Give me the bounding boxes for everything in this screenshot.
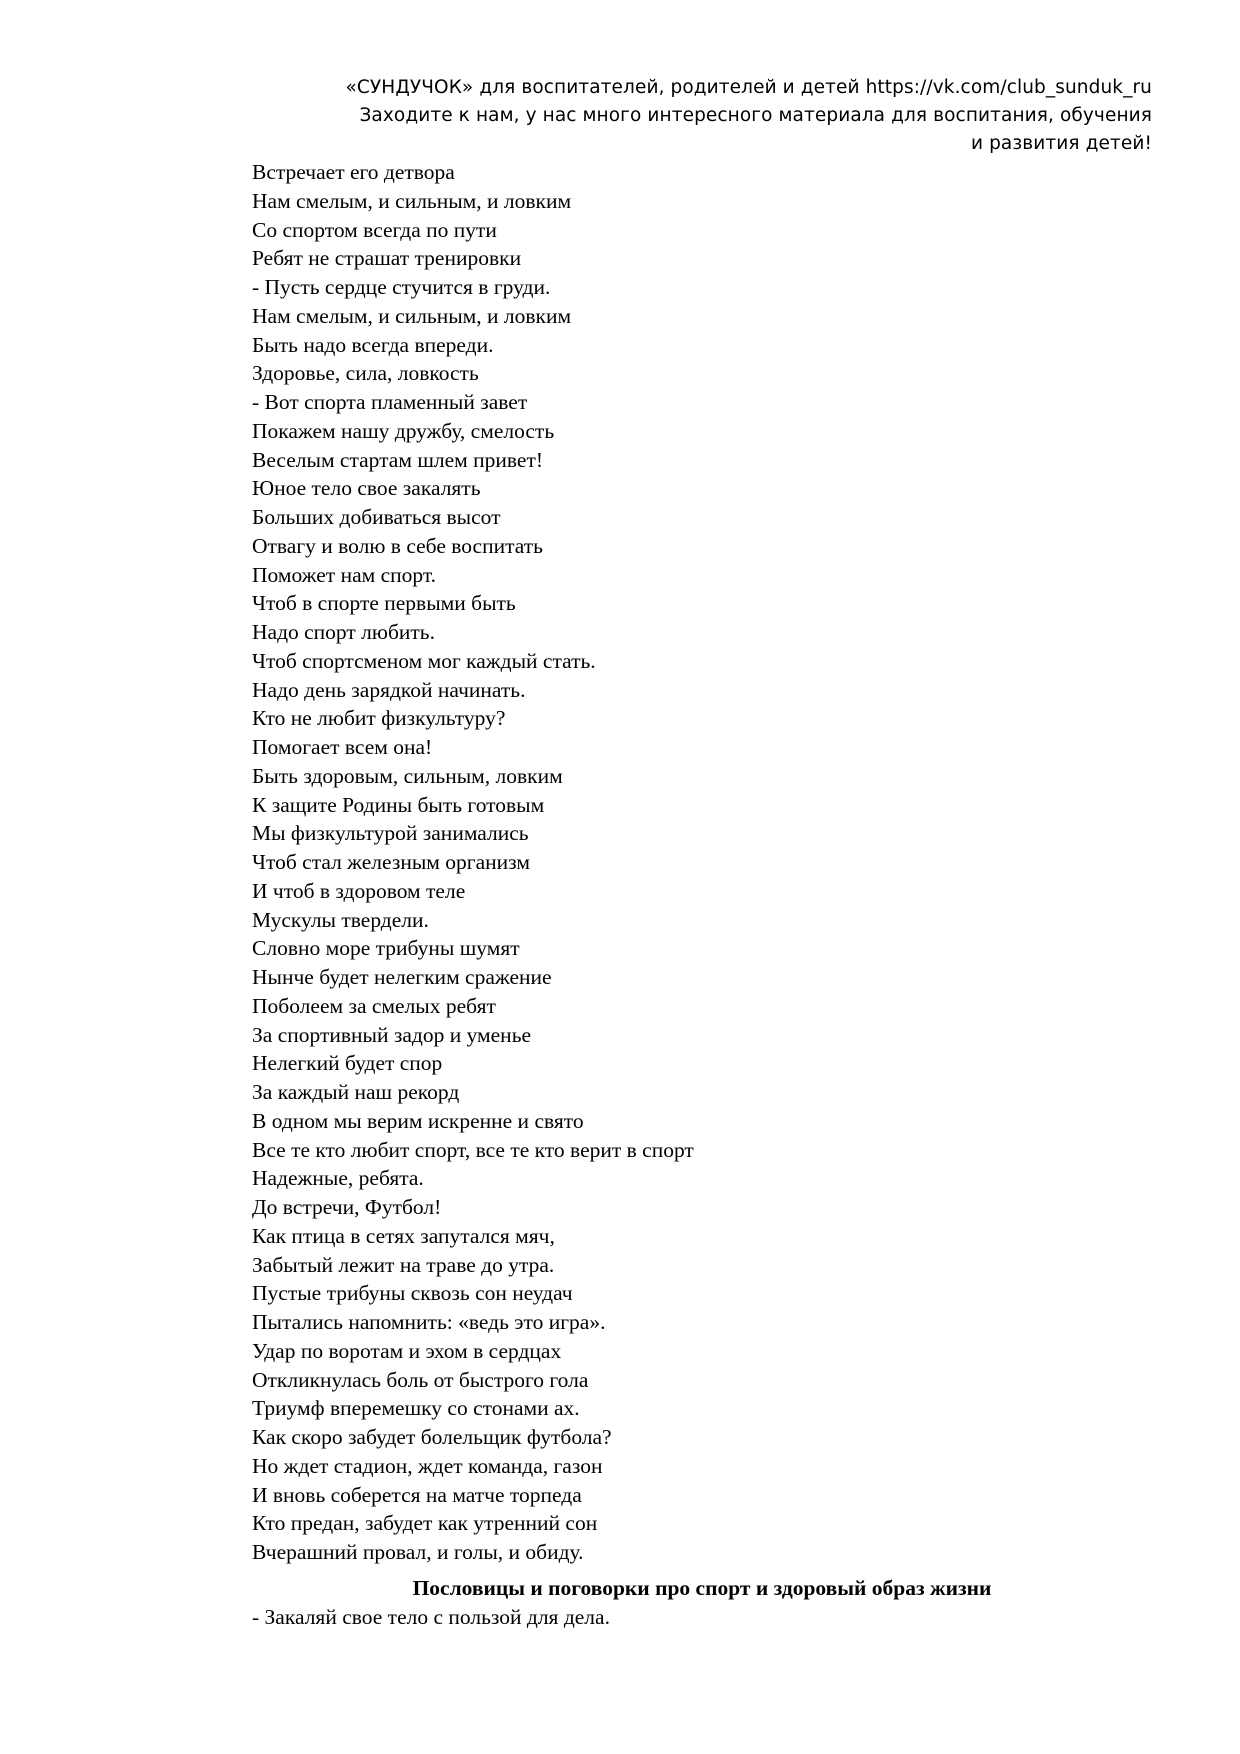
poem-line: Мы физкультурой занимались bbox=[252, 821, 529, 846]
poem-line: - Вот спорта пламенный завет bbox=[252, 390, 528, 414]
poem-line: За спортивный задор и уменье bbox=[252, 1022, 532, 1047]
poem-line: Отвагу и волю в себе воспитать bbox=[252, 533, 543, 558]
poem-body bbox=[252, 158, 1152, 1567]
poem-line: Помогает всем она! bbox=[252, 735, 433, 759]
poem-line: Со спортом всегда по пути bbox=[252, 217, 497, 242]
poem-line: - Пусть сердце стучится в груди. bbox=[252, 275, 551, 299]
proverb-line: - Закаляй свое тело с пользой для дела. bbox=[252, 1605, 610, 1629]
header-line-3: и развития детей! bbox=[970, 133, 1152, 154]
poem-line: До встречи, Футбол! bbox=[252, 1195, 442, 1219]
poem-line: Кто предан, забудет как утренний сон bbox=[252, 1511, 598, 1536]
poem-line: Поможет нам спорт. bbox=[252, 562, 437, 587]
poem-line: Забытый лежит на траве до утра. bbox=[252, 1252, 555, 1277]
poem-line: Кто не любит физкультуру? bbox=[252, 706, 506, 731]
poem-line: За каждый наш рекорд bbox=[252, 1080, 460, 1104]
poem-line: Больших добиваться высот bbox=[252, 505, 501, 529]
poem-line: Пустые трибуны сквозь сон неудач bbox=[252, 1281, 573, 1306]
poem-line: Быть здоровым, сильным, ловким bbox=[252, 763, 563, 788]
section-title: Пословицы и поговорки про спорт и здоровый образ жизни bbox=[412, 1576, 992, 1600]
poem-line: Нынче будет нелегким сражение bbox=[252, 965, 552, 989]
poem-line: Быть надо всегда впереди. bbox=[252, 332, 494, 357]
poem-line: И чтоб в здоровом теле bbox=[252, 878, 466, 903]
poem-line: Покажем нашу дружбу, смелость bbox=[252, 418, 555, 443]
poem-line: Встречает его детвора bbox=[252, 160, 455, 184]
poem-line: Откликнулась боль от быстрого гола bbox=[252, 1367, 589, 1392]
poem-line: К защите Родины быть готовым bbox=[252, 792, 545, 817]
poem-line: Словно море трибуны шумят bbox=[252, 936, 520, 961]
poem-line: И вновь соберется на матче торпеда bbox=[252, 1482, 582, 1507]
header-line-1: «СУНДУЧОК» для воспитателей, родителей и детей https://vk.com/club_sunduk_ru bbox=[345, 77, 1152, 98]
poem-line: Надо спорт любить. bbox=[252, 620, 435, 644]
poem-line: Все те кто любит спорт, все те кто верит в спорт bbox=[252, 1137, 694, 1162]
poem-line: Чтоб спортсменом мог каждый стать. bbox=[252, 648, 596, 673]
poem-line: Надежные, ребята. bbox=[252, 1166, 424, 1191]
poem-line: Чтоб в спорте первыми быть bbox=[252, 591, 516, 616]
poem-line: Ребят не страшат тренировки bbox=[252, 246, 522, 271]
poem-line: Пытались напомнить: «ведь это игра». bbox=[252, 1310, 606, 1334]
page-header bbox=[252, 74, 1152, 158]
poem-line: Чтоб стал железным организм bbox=[252, 850, 530, 874]
poem-line: Как скоро забудет болельщик футбола? bbox=[252, 1425, 612, 1449]
poem-line: Мускулы твердели. bbox=[252, 907, 429, 932]
poem-line: Как птица в сетях запутался мяч, bbox=[252, 1223, 555, 1248]
poem-line: Юное тело свое закалять bbox=[252, 476, 481, 501]
header-line-2: Заходите к нам, у нас много интересного материала для воспитания, обучения bbox=[359, 105, 1152, 126]
poem-line: Триумф вперемешку со стонами ах. bbox=[252, 1396, 580, 1421]
poem-line: Веселым стартам шлем привет! bbox=[252, 447, 544, 472]
proverbs-list bbox=[252, 1603, 1152, 1632]
poem-line: Но ждет стадион, ждет команда, газон bbox=[252, 1453, 603, 1478]
poem-line: В одном мы верим искренне и свято bbox=[252, 1108, 584, 1133]
poem-line: Поболеем за смелых ребят bbox=[252, 993, 496, 1018]
poem-line: Нелегкий будет спор bbox=[252, 1051, 443, 1076]
poem-line: Удар по воротам и эхом в сердцах bbox=[252, 1338, 562, 1363]
poem-line: Надо день зарядкой начинать. bbox=[252, 677, 526, 702]
poem-line: Вчерашний провал, и голы, и обиду. bbox=[252, 1540, 584, 1564]
poem-line: Нам смелым, и сильным, и ловким bbox=[252, 303, 572, 328]
poem-line: Нам смелым, и сильным, и ловким bbox=[252, 188, 572, 213]
poem-line: Здоровье, сила, ловкость bbox=[252, 361, 479, 386]
